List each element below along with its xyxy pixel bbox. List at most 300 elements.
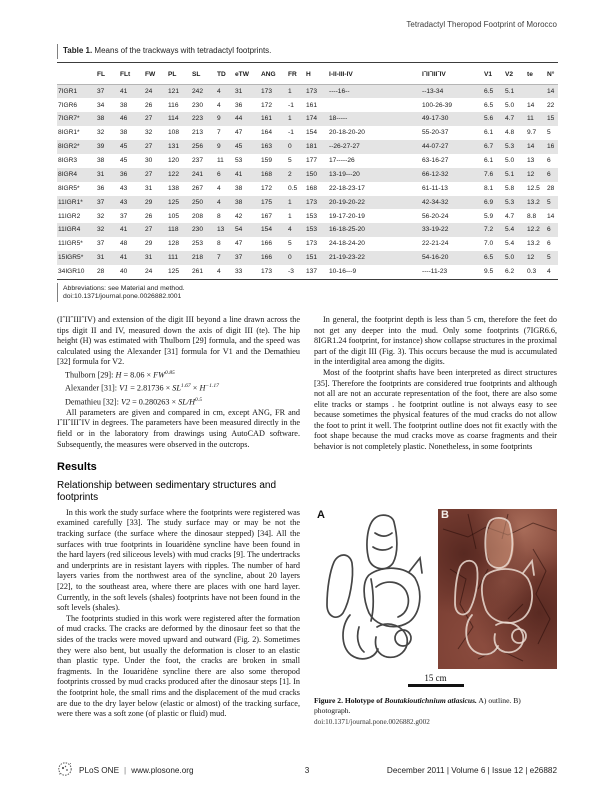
table-cell: 175 bbox=[261, 198, 273, 206]
column-header: TD bbox=[216, 63, 234, 85]
table-cell: 22-21-24 bbox=[422, 240, 449, 248]
equation-segment: Demathieu [32]: bbox=[65, 397, 121, 407]
equation-segment: FW bbox=[153, 370, 165, 380]
figure-2 bbox=[314, 509, 557, 728]
table-cell: 6 bbox=[547, 240, 551, 248]
table-cell: 28 bbox=[547, 184, 555, 192]
table-cell: 174 bbox=[306, 115, 318, 123]
table-cell: 21-19-23-22 bbox=[329, 254, 365, 262]
equation-segment: Alexander [31]: bbox=[65, 383, 120, 393]
table-cell: 7.0 bbox=[484, 240, 494, 248]
table-cell: 45 bbox=[120, 143, 128, 151]
table-cell: 17-----26 bbox=[329, 157, 355, 165]
table-cell: 181 bbox=[306, 143, 318, 151]
table-cell: 37 bbox=[235, 254, 243, 262]
table-cell: 55-20-37 bbox=[422, 129, 449, 137]
trackway-id: 7IGR1 bbox=[58, 87, 78, 95]
table-cell: 20-18-20-20 bbox=[329, 129, 365, 137]
equation-segment: V1 bbox=[119, 383, 129, 393]
table-cell: 4 bbox=[217, 101, 221, 109]
table-cell: 6 bbox=[547, 226, 551, 234]
table-cell: 242 bbox=[192, 87, 204, 95]
table-cell: 6.5 bbox=[484, 101, 494, 109]
table-cell: 250 bbox=[192, 198, 204, 206]
table-cell: 218 bbox=[192, 254, 204, 262]
table-cell: 137 bbox=[306, 268, 318, 276]
table-cell: --13-34 bbox=[422, 87, 444, 95]
table-row bbox=[57, 140, 558, 154]
table-row bbox=[57, 265, 558, 279]
column-header: te bbox=[526, 63, 546, 85]
table-cell: 19-17-20-19 bbox=[329, 212, 365, 220]
equation bbox=[65, 395, 300, 408]
table-cell: 41 bbox=[120, 87, 128, 95]
trackway-id: 8IGR2* bbox=[58, 143, 80, 151]
table-row bbox=[57, 182, 558, 196]
trackway-id: 11IGR5* bbox=[58, 240, 83, 248]
table-cell: 14 bbox=[527, 101, 535, 109]
table-cell: 16 bbox=[547, 143, 555, 151]
table-cell: 26 bbox=[145, 101, 153, 109]
table-row bbox=[57, 209, 558, 223]
equation bbox=[65, 368, 300, 381]
table-cell: 11 bbox=[217, 157, 224, 165]
table-cell: 22 bbox=[547, 101, 555, 109]
table-cell: 5.0 bbox=[505, 157, 515, 165]
table-cell: 4 bbox=[217, 87, 221, 95]
table-cell: 13 bbox=[217, 226, 225, 234]
figure-caption bbox=[314, 696, 557, 715]
table-cell: 37 bbox=[120, 212, 128, 220]
table-cell: 5 bbox=[547, 129, 551, 137]
plos-logo-icon bbox=[57, 761, 73, 779]
trackway-id: 8IGR3 bbox=[58, 157, 78, 165]
table-cell: 31 bbox=[235, 87, 243, 95]
table-cell: 173 bbox=[306, 240, 318, 248]
body-paragraph: All parameters are given and compared in cm, except ANG, FR and IˆIIˆIIIˆIV in degrees. The parameters have been measured directly in the field or in the laboratory from drawings using AutoCAD software. Subsequently, the measures were observed in the outcrops. bbox=[57, 407, 300, 449]
table-cell: 6.7 bbox=[484, 143, 494, 151]
table-cell: 1 bbox=[288, 198, 292, 206]
table-cell: 172 bbox=[261, 101, 273, 109]
table-body bbox=[57, 84, 558, 279]
table-cell: 45 bbox=[235, 143, 243, 151]
left-column bbox=[57, 315, 300, 728]
table-cell: 32 bbox=[145, 129, 153, 137]
table-cell: 16-18-25-20 bbox=[329, 226, 365, 234]
equation-segment: −1.17 bbox=[205, 383, 219, 390]
table-cell: 40 bbox=[120, 268, 128, 276]
table-cell: 261 bbox=[192, 268, 204, 276]
table-cell: 33 bbox=[235, 268, 243, 276]
table-cell: 38 bbox=[235, 184, 243, 192]
table-cell: 37 bbox=[97, 87, 105, 95]
table-cell: 6.1 bbox=[484, 157, 494, 165]
table-cell: 12 bbox=[527, 254, 535, 262]
table-row bbox=[57, 98, 558, 112]
figure-caption-species: Boutakioutichnium atlasicus. bbox=[384, 696, 477, 706]
table-cell: ----16-- bbox=[329, 87, 350, 95]
table-cell: 164 bbox=[261, 129, 273, 137]
table-cell: 42-34-32 bbox=[422, 198, 449, 206]
table-cell: 53 bbox=[235, 157, 243, 165]
table-cell: 39 bbox=[97, 143, 105, 151]
table-cell: 56-20-24 bbox=[422, 212, 449, 220]
table-cell: 41 bbox=[120, 254, 128, 262]
table-cell: 5 bbox=[288, 240, 292, 248]
footprint-photograph bbox=[438, 509, 557, 669]
scale-bar bbox=[314, 673, 557, 688]
table-cell: 166 bbox=[261, 240, 273, 248]
equation-segment: × bbox=[190, 383, 200, 393]
table-footnote-block bbox=[57, 283, 558, 302]
column-header: FL bbox=[96, 63, 119, 85]
table-cell: 173 bbox=[261, 87, 273, 95]
table-cell: 12.5 bbox=[527, 184, 540, 192]
table-cell: 41 bbox=[235, 170, 243, 178]
equation-segment: = 2.81736 × bbox=[128, 383, 173, 393]
table-cell: 63-16-27 bbox=[422, 157, 449, 165]
table-cell: 43 bbox=[120, 198, 128, 206]
table-cell: 7.6 bbox=[484, 170, 494, 178]
table-cell: 36 bbox=[120, 170, 128, 178]
trackway-id: 11IGR4 bbox=[58, 226, 81, 234]
page-footer bbox=[57, 761, 557, 779]
table-cell: 4.7 bbox=[505, 212, 515, 220]
table-cell: 38 bbox=[97, 157, 105, 165]
table-cell: 138 bbox=[168, 184, 180, 192]
equation-segment: SL bbox=[172, 383, 181, 393]
equation-segment: V2 bbox=[120, 397, 131, 407]
table-cell: 5.0 bbox=[505, 101, 515, 109]
column-header: IˆIIˆIIIˆIV bbox=[421, 63, 483, 85]
figure-doi: doi:10.1371/journal.pone.0026882.g002 bbox=[314, 718, 430, 727]
table-cell: 5.4 bbox=[505, 226, 515, 234]
table-cell: 6.5 bbox=[484, 254, 494, 262]
table-cell: 6.5 bbox=[484, 87, 494, 95]
right-column bbox=[314, 315, 557, 728]
column-header bbox=[57, 63, 96, 85]
trackway-id: 8IGR5* bbox=[58, 184, 80, 192]
column-header: SL bbox=[191, 63, 216, 85]
table-cell: 5.8 bbox=[505, 184, 515, 192]
table-cell: 44-07-27 bbox=[422, 143, 449, 151]
table-cell: 4.8 bbox=[505, 129, 515, 137]
table-cell: 2 bbox=[288, 170, 292, 178]
column-header: V2 bbox=[504, 63, 526, 85]
table-cell: 38 bbox=[235, 198, 243, 206]
table-cell: 47 bbox=[235, 129, 243, 137]
table-cell: 24 bbox=[145, 268, 153, 276]
table-cell: 208 bbox=[192, 212, 204, 220]
table-cell: 38 bbox=[120, 129, 128, 137]
table-cell: 42 bbox=[235, 212, 243, 220]
table-cell: 18----- bbox=[329, 115, 348, 123]
running-title: Tetradactyl Theropod Footprint of Morocco bbox=[406, 20, 557, 29]
figure-caption-rest: A) outline. B) photograph. bbox=[314, 696, 521, 715]
body-columns bbox=[57, 315, 558, 728]
table-cell: 49-17-30 bbox=[422, 115, 449, 123]
right-column-text bbox=[314, 315, 557, 453]
trackways-table bbox=[57, 62, 558, 280]
table-cell: 4.7 bbox=[505, 115, 515, 123]
column-header: eTW bbox=[234, 63, 260, 85]
table-cell: 173 bbox=[306, 198, 318, 206]
table-cell: 0.5 bbox=[288, 184, 298, 192]
table-cell: 223 bbox=[192, 115, 204, 123]
table-cell: -1 bbox=[288, 101, 294, 109]
table-cell: 154 bbox=[261, 226, 273, 234]
table-cell: 27 bbox=[145, 226, 153, 234]
table-cell: 32 bbox=[97, 129, 105, 137]
table-cell: 5.1 bbox=[505, 170, 515, 178]
equation-segment: 0.5 bbox=[195, 396, 203, 403]
table-cell: 177 bbox=[306, 157, 318, 165]
table-header-row bbox=[57, 63, 558, 85]
table-cell: 36 bbox=[97, 184, 105, 192]
table-cell: 122 bbox=[168, 170, 180, 178]
table-footnote: Abbreviations: see Material and method. bbox=[63, 284, 185, 292]
table-cell: 1 bbox=[288, 87, 292, 95]
table-cell: 0.3 bbox=[527, 268, 537, 276]
table-cell: 24-18-24-20 bbox=[329, 240, 365, 248]
table-cell: 28 bbox=[97, 268, 105, 276]
table-cell: 173 bbox=[306, 87, 318, 95]
column-header: FR bbox=[287, 63, 305, 85]
table-cell: 31 bbox=[145, 254, 153, 262]
table-cell: 5 bbox=[547, 198, 551, 206]
table-row bbox=[57, 251, 558, 265]
photo-crack-overlay bbox=[438, 509, 557, 669]
table-cell: 1 bbox=[288, 115, 292, 123]
table-cell: 38 bbox=[97, 115, 105, 123]
table-cell: 128 bbox=[168, 240, 180, 248]
table-cell: 48 bbox=[120, 240, 128, 248]
table-cell: 159 bbox=[261, 157, 273, 165]
table-cell: 13.2 bbox=[527, 240, 540, 248]
equation-segment: SL/H bbox=[178, 397, 196, 407]
trackway-id: 7IGR7* bbox=[58, 115, 80, 123]
subsection-heading: Relationship between sedimentary structures and footprints bbox=[57, 479, 277, 503]
table-cell: 237 bbox=[192, 157, 204, 165]
table-cell bbox=[526, 84, 546, 98]
table-cell: 118 bbox=[168, 226, 179, 234]
table-row bbox=[57, 126, 558, 140]
table-cell: 161 bbox=[306, 101, 318, 109]
trackway-id: 8IGR1* bbox=[58, 129, 80, 137]
table-cell: 6.1 bbox=[484, 129, 494, 137]
table-cell: 33-19-22 bbox=[422, 226, 449, 234]
table-cell: 43 bbox=[120, 184, 128, 192]
table-cell: 108 bbox=[168, 129, 180, 137]
table-cell: 36 bbox=[235, 101, 243, 109]
table-cell bbox=[328, 98, 421, 112]
table-cell: 46 bbox=[120, 115, 128, 123]
table-cell: 151 bbox=[306, 254, 318, 262]
table-cell: 7.2 bbox=[484, 226, 494, 234]
table-cell: 120 bbox=[168, 157, 180, 165]
equation-segment: Thulborn [29]: bbox=[65, 370, 116, 380]
trackway-id: 15IGR5* bbox=[58, 254, 84, 262]
table-cell: 14 bbox=[527, 143, 535, 151]
table-row bbox=[57, 196, 558, 210]
scale-bar-line bbox=[408, 684, 464, 687]
table-cell: 8 bbox=[217, 240, 221, 248]
table-cell: 7 bbox=[217, 129, 221, 137]
table-cell: 5 bbox=[547, 254, 551, 262]
table-cell: 0 bbox=[288, 143, 292, 151]
trackway-id: 7IGR6 bbox=[58, 101, 78, 109]
footprint-outline-panel bbox=[314, 509, 433, 669]
equation-segment: 1.67 bbox=[180, 383, 191, 390]
table-cell: 168 bbox=[261, 170, 273, 178]
table-cell: 4 bbox=[217, 198, 221, 206]
table-cell: 31 bbox=[145, 184, 153, 192]
table-cell: 173 bbox=[261, 268, 273, 276]
table-row bbox=[57, 237, 558, 251]
body-paragraph: (IˆIIˆIIIˆIV) and extension of the digit III beyond a line drawn across the tips digit II and IV, measured down the axis of digit III (te). The hip height (H) was estimated with Thulborn [29] formula, and the speed was calculated using the Alexander [31] formula for V1 and the Demathieu [32] formula for V2. bbox=[57, 314, 300, 367]
table-cell: 5.3 bbox=[505, 198, 515, 206]
table-cell: 44 bbox=[235, 115, 243, 123]
table-cell: 125 bbox=[168, 268, 180, 276]
table-cell: 5.3 bbox=[505, 143, 515, 151]
table-cell: 20-19-20-22 bbox=[329, 198, 365, 206]
table-cell: ----11-23 bbox=[422, 268, 448, 276]
table-cell: 253 bbox=[192, 240, 204, 248]
trackway-id: 11IGR2 bbox=[58, 212, 81, 220]
table-cell: 54-16-20 bbox=[422, 254, 449, 262]
table-cell: 22-18-23-17 bbox=[329, 184, 365, 192]
table-cell: 14 bbox=[547, 87, 555, 95]
table-cell: 14 bbox=[547, 212, 555, 220]
page-content bbox=[57, 44, 558, 728]
table-cell: 5.9 bbox=[484, 212, 494, 220]
body-paragraph: The footprints studied in this work were registered after the formation of mud cracks. The cracks are deformed by the dinosaur feet so that the sides of the tracks were moved upward and outward (Fig. 2). Sometimes they were also bent, but usually the deformation is closer to an elastic than plastic type. Under the foot, the cracks are broken in small fragments. In the Iouaridène syncline there are also some theropod footprints crossed by mud cracks produced after the dinosaur steps [1]. In the footprint hole, the small rims and the displacement of the mud cracks are due to the dry layer below (elastic or almost) of the tracking surface, were there was a soft zone (of plastic or fluid) mud. bbox=[57, 613, 300, 719]
table-cell: 4 bbox=[288, 226, 292, 234]
table-cell: 111 bbox=[168, 254, 179, 262]
table-cell: 8.1 bbox=[484, 184, 494, 192]
table-cell: 13 bbox=[527, 157, 535, 165]
table-cell: 114 bbox=[168, 115, 179, 123]
table-cell: 230 bbox=[192, 101, 204, 109]
table-cell: 10-16---9 bbox=[329, 268, 357, 276]
table-cell: 0 bbox=[288, 254, 292, 262]
table-cell: 13-19---20 bbox=[329, 170, 360, 178]
body-paragraph: Most of the footprint shafts have been interpreted as direct structures [35]. Therefore the footprints are considered true footprints and although not all are not an accurate representation of the foot, there are also some elite tracks or stamps . he footprint outline is not always easy to see because sometimes the physical features of the mud cracks do not allow the foot to print it well. The footprint outline does not fit exactly with the foot shape because the mud cracks move as coarse fragments and their behavior is not completely plastic. Nonetheless, in some footprints bbox=[314, 367, 557, 452]
table-cell: 153 bbox=[306, 212, 318, 220]
table-cell: 4 bbox=[217, 268, 221, 276]
footprint-outline-drawing bbox=[314, 509, 433, 669]
table-cell: 47 bbox=[235, 240, 243, 248]
table-cell: 27 bbox=[145, 143, 153, 151]
equation-segment: H bbox=[115, 370, 122, 380]
table-cell: 131 bbox=[168, 143, 180, 151]
table-cell: 121 bbox=[168, 87, 180, 95]
table-row bbox=[57, 84, 558, 98]
table-cell: 61-11-13 bbox=[422, 184, 448, 192]
table-cell: 6 bbox=[547, 157, 551, 165]
table-cell: 166 bbox=[261, 254, 273, 262]
equation-segment: = 0.280263 × bbox=[130, 397, 179, 407]
table-cell: 6 bbox=[547, 170, 551, 178]
table-cell: 45 bbox=[120, 157, 128, 165]
journal-website-link[interactable]: www.plosone.org bbox=[131, 765, 194, 775]
table-cell: 167 bbox=[261, 212, 273, 220]
table-cell: 37 bbox=[97, 198, 105, 206]
table-cell: 6 bbox=[217, 170, 221, 178]
table-cell: 26 bbox=[145, 212, 153, 220]
column-header: I-II-III-IV bbox=[328, 63, 421, 85]
table-cell: 5.0 bbox=[505, 254, 515, 262]
body-paragraph: In general, the footprint depth is less than 5 cm, therefore the feet do not get any deeper into the mud. Only some footprints (7IGR6.6, 8IGR1.24 footprint, for instance) show collapse structures in the proximal part of the digit III (Fig. 3). This occurs because the mud is accumulated in the interdigital area among the digits. bbox=[314, 314, 557, 367]
column-header: N° bbox=[546, 63, 558, 85]
table-cell: 54 bbox=[235, 226, 243, 234]
table-cell: 29 bbox=[145, 240, 153, 248]
column-header: FLt bbox=[119, 63, 144, 85]
equation bbox=[65, 381, 300, 394]
table-cell: -1 bbox=[288, 129, 294, 137]
table-cell: 168 bbox=[306, 184, 318, 192]
table-cell: 163 bbox=[261, 143, 273, 151]
table-cell: 241 bbox=[192, 170, 204, 178]
trackway-id: 34IGR10 bbox=[58, 268, 85, 276]
table-cell: 4 bbox=[547, 268, 551, 276]
column-header: PL bbox=[167, 63, 191, 85]
table-cell: 267 bbox=[192, 184, 204, 192]
table-cell: 31 bbox=[97, 254, 105, 262]
column-header: FW bbox=[144, 63, 167, 85]
table-cell: 9.5 bbox=[484, 268, 494, 276]
table-cell: 41 bbox=[120, 226, 128, 234]
table-cell: 66-12-32 bbox=[422, 170, 449, 178]
table-cell: 34 bbox=[97, 101, 105, 109]
table-row bbox=[57, 223, 558, 237]
table-cell: 4 bbox=[217, 184, 221, 192]
table-cell: 11 bbox=[527, 115, 534, 123]
table-cell: 31 bbox=[97, 170, 105, 178]
table-cell: 230 bbox=[192, 226, 204, 234]
table-cell: 12 bbox=[527, 170, 535, 178]
table-cell: 5.6 bbox=[484, 115, 494, 123]
table-cell: 8 bbox=[217, 212, 221, 220]
table-cell: 5.4 bbox=[505, 240, 515, 248]
table-cell: 32 bbox=[97, 226, 105, 234]
section-heading: Results bbox=[57, 461, 97, 474]
table-row bbox=[57, 112, 558, 126]
table-cell: 24 bbox=[145, 87, 153, 95]
body-paragraph: In this work the study surface where the footprints were registered was examined carefully [33]. The study surface may or may be not the tracking surface (the surface where the dinosaur stepped) [34]. All the surfaces with true footprints in Iouaridène syncline have been found in the hard layers (red siliceous levels) with mud cracks [9]. The undertracks and underprints are in resistant layers with ripples. The number of hard layers varies from the northwest area of the syncline, about 20 layers [22], to the southeast area, where there are places with one hard layer. Currently, in the soft levels (shales) footprints have not been found in the soft levels (shales). bbox=[57, 507, 300, 613]
trackway-id: 11IGR1* bbox=[58, 198, 83, 206]
table-cell: 29 bbox=[145, 198, 153, 206]
table-cell: 105 bbox=[168, 212, 180, 220]
table-cell: 38 bbox=[120, 101, 128, 109]
table-cell: 6.2 bbox=[505, 268, 515, 276]
table-cell: 116 bbox=[168, 101, 179, 109]
table-cell: 27 bbox=[145, 170, 153, 178]
table-cell: 213 bbox=[192, 129, 204, 137]
panel-b-label: B bbox=[441, 508, 449, 521]
table-caption-text: Means of the trackways with tetradactyl footprints. bbox=[92, 46, 272, 55]
table-doi: doi:10.1371/journal.pone.0026882.t001 bbox=[63, 293, 182, 301]
table-cell: 12.2 bbox=[527, 226, 540, 234]
table-cell: 6.9 bbox=[484, 198, 494, 206]
figure-caption-lead: Figure 2. Holotype of bbox=[314, 696, 385, 706]
table-cell: 15 bbox=[547, 115, 555, 123]
table-cell: 100-26-39 bbox=[422, 101, 453, 109]
table-cell: 9 bbox=[217, 115, 221, 123]
equation-segment: 0.85 bbox=[165, 369, 175, 376]
table-cell: 37 bbox=[97, 240, 105, 248]
table-cell: -3 bbox=[288, 268, 294, 276]
